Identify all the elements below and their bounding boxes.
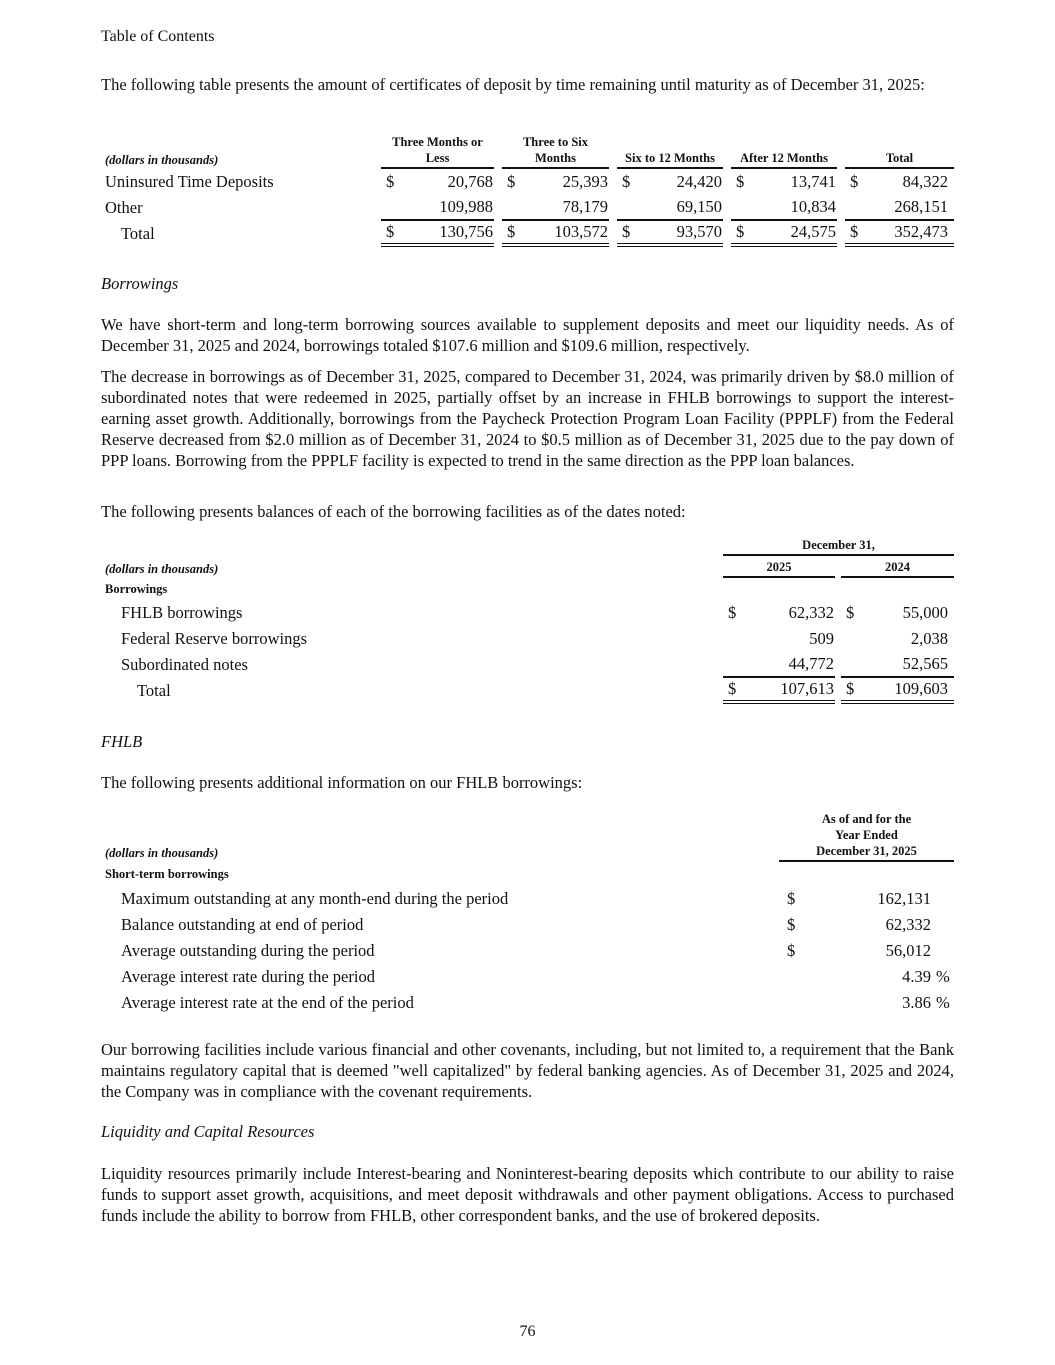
section-label: Borrowings — [105, 581, 168, 596]
borrowings-paragraph-3: The following presents balances of each of the borrowing facilities as of the dates noted: — [101, 502, 686, 521]
table-row: Average interest rate during the period 4.39 % — [121, 967, 950, 986]
column-header: Six to 12 Months — [617, 133, 723, 169]
liquidity-paragraph: Liquidity resources primarily include Interest-bearing and Noninterest-bearing deposits which contribute to our ability to raise funds to support asset growth, acquisitions, and meet deposit withdrawals and other payment obligations. Access to purchased funds include the ability to borrow from FHLB, other correspondent banks, and the use of brokered deposits. — [101, 1164, 954, 1225]
borrowings-paragraph-1: We have short-term and long-term borrowing sources available to supplement deposits and meet our liquidity needs. As of December 31, 2025 and 2024, borrowings totaled $107.6 million and $109.6 million, respectively. — [101, 315, 954, 355]
row-label: Other — [105, 198, 143, 217]
row-label: Uninsured Time Deposits — [105, 172, 274, 191]
column-header: 2025 — [723, 556, 835, 578]
table-row: Uninsured Time Deposits $ 20,768 $ 25,393 $ 24,420 $ 13,741 $ 84,322 — [101, 169, 954, 195]
row-label: Total — [121, 224, 155, 243]
borrowings-table — [101, 536, 954, 704]
column-header: After 12 Months — [731, 133, 837, 169]
table-row: Balance outstanding at end of period $ 62,332 — [121, 915, 931, 934]
column-header: As of and for the Year Ended December 31, 2025 — [779, 810, 954, 862]
page-number: 76 — [519, 1323, 536, 1340]
table-row: Average interest rate at the end of the period 3.86 % — [121, 993, 950, 1012]
table-row: Other 109,988 78,179 69,150 10,834 268,151 — [101, 195, 954, 221]
column-header: Three Months or Less — [381, 133, 494, 169]
unit-label: (dollars in thousands) — [105, 846, 219, 860]
cd-maturity-table — [101, 133, 954, 247]
table-row: Average outstanding during the period $ 56,012 — [121, 941, 931, 960]
column-header: Total — [845, 133, 954, 169]
row-label: Total — [137, 681, 171, 700]
borrowings-heading: Borrowings — [101, 274, 179, 293]
row-label: Subordinated notes — [121, 655, 248, 674]
unit-label: (dollars in thousands) — [105, 562, 219, 576]
fhlb-table — [101, 810, 954, 1016]
table-row: Federal Reserve borrowings 509 2,038 — [101, 626, 954, 652]
section-label: Short-term borrowings — [105, 866, 229, 881]
fhlb-intro-paragraph: The following presents additional information on our FHLB borrowings: — [101, 773, 583, 792]
row-label: Federal Reserve borrowings — [121, 629, 308, 648]
row-label: FHLB borrowings — [121, 603, 243, 622]
borrowings-paragraph-2: The decrease in borrowings as of December 31, 2025, compared to December 31, 2024, was primarily driven by $8.0 million of subordinated notes that were redeemed in 2025, partially offset by an increase in FHLB borrowings to support the interest-earning asset growth. Additionally, borrowings from the Paycheck Protection Program Loan Facility (PPPLF) from the Federal Reserve decreased from $2.0 million as of December 31, 2024 to $0.5 million as of December 31, 2025 due to the pay down of PPP loans. Borrowing from the PPPLF facility is expected to trend in the same direction as the PPP loan balances. — [101, 367, 954, 470]
table-row: FHLB borrowings $ 62,332 $ 55,000 — [101, 600, 954, 626]
column-header: 2024 — [841, 556, 954, 578]
group-header: December 31, — [723, 536, 954, 556]
column-header: Three to Six Months — [502, 133, 609, 169]
table-of-contents-link[interactable]: Table of Contents — [101, 28, 215, 45]
cd-intro-paragraph: The following table presents the amount of certificates of deposit by time remaining until maturity as of December 31, 2025: — [101, 75, 925, 94]
fhlb-heading: FHLB — [101, 732, 143, 751]
table-row-total: Total $ 107,613 $ 109,603 — [101, 678, 954, 704]
table-row-total: Total $ 130,756 $ 103,572 $ 93,570 $ 24,575 $ 352,473 — [101, 221, 954, 247]
table-row: Subordinated notes 44,772 52,565 — [101, 652, 954, 678]
unit-label: (dollars in thousands) — [105, 153, 219, 167]
liquidity-heading: Liquidity and Capital Resources — [101, 1122, 315, 1141]
table-row: Maximum outstanding at any month-end during the period $ 162,131 — [121, 889, 931, 908]
covenants-paragraph: Our borrowing facilities include various financial and other covenants, including, but not limited to, a requirement that the Bank maintains regulatory capital that is deemed "well capitalized" by federal banking agencies. As of December 31, 2025 and 2024, the Company was in compliance with the covenant requirements. — [101, 1040, 954, 1101]
